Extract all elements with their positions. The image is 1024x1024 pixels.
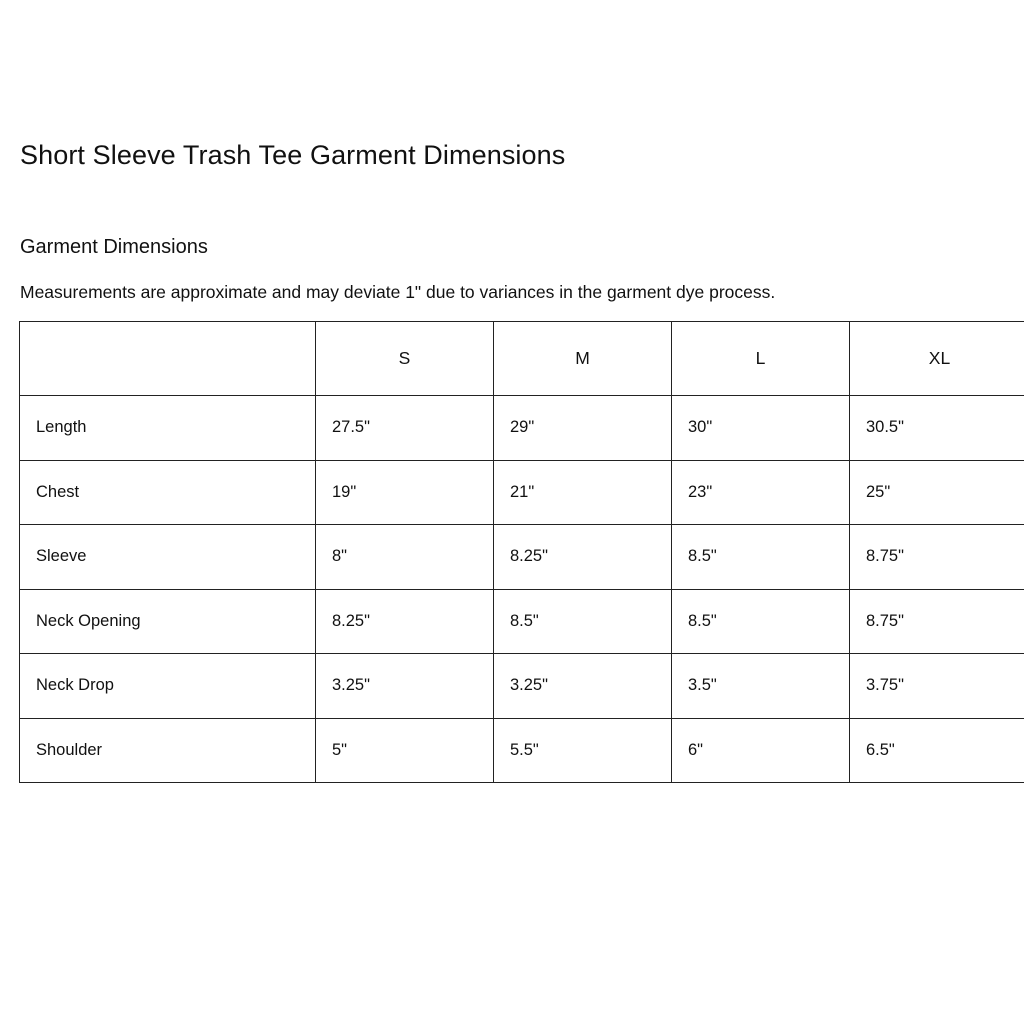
table-cell: 23"	[672, 460, 850, 525]
table-cell: 8.5"	[494, 589, 672, 654]
table-row-length	[20, 396, 1024, 461]
table-cell: 25"	[850, 460, 1024, 525]
row-label: Sleeve	[20, 525, 316, 590]
table-cell: 3.5"	[672, 654, 850, 719]
row-label: Length	[20, 396, 316, 461]
size-chart-table	[19, 321, 1024, 783]
table-row-shoulder	[20, 718, 1024, 783]
size-header-row	[20, 322, 1024, 396]
row-label: Neck Drop	[20, 654, 316, 719]
table-cell: 8.75"	[850, 589, 1024, 654]
table-cell: 8"	[316, 525, 494, 590]
table-cell: 8.5"	[672, 589, 850, 654]
table-cell: 6.5"	[850, 718, 1024, 783]
table-cell: 8.5"	[672, 525, 850, 590]
table-cell: 8.25"	[494, 525, 672, 590]
row-label: Neck Opening	[20, 589, 316, 654]
table-cell: 3.75"	[850, 654, 1024, 719]
size-header-xl: XL	[850, 322, 1024, 396]
table-row-chest	[20, 460, 1024, 525]
size-header-s: S	[316, 322, 494, 396]
table-cell: 3.25"	[316, 654, 494, 719]
table-row-neck-opening	[20, 589, 1024, 654]
table-cell: 21"	[494, 460, 672, 525]
table-cell: 30.5"	[850, 396, 1024, 461]
row-label: Shoulder	[20, 718, 316, 783]
table-cell: 8.25"	[316, 589, 494, 654]
table-row-neck-drop	[20, 654, 1024, 719]
section-heading: Garment Dimensions	[20, 236, 208, 258]
table-cell: 30"	[672, 396, 850, 461]
table-cell: 27.5"	[316, 396, 494, 461]
measurement-note: Measurements are approximate and may deviate 1" due to variances in the garment dye process.	[20, 282, 776, 302]
table-cell: 19"	[316, 460, 494, 525]
corner-header-cell	[20, 322, 316, 396]
row-label: Chest	[20, 460, 316, 525]
table-cell: 3.25"	[494, 654, 672, 719]
page-title: Short Sleeve Trash Tee Garment Dimensions	[20, 140, 566, 170]
table-cell: 5.5"	[494, 718, 672, 783]
table-cell: 29"	[494, 396, 672, 461]
table-cell: 8.75"	[850, 525, 1024, 590]
size-header-l: L	[672, 322, 850, 396]
table-cell: 6"	[672, 718, 850, 783]
size-header-m: M	[494, 322, 672, 396]
table-row-sleeve	[20, 525, 1024, 590]
table-cell: 5"	[316, 718, 494, 783]
